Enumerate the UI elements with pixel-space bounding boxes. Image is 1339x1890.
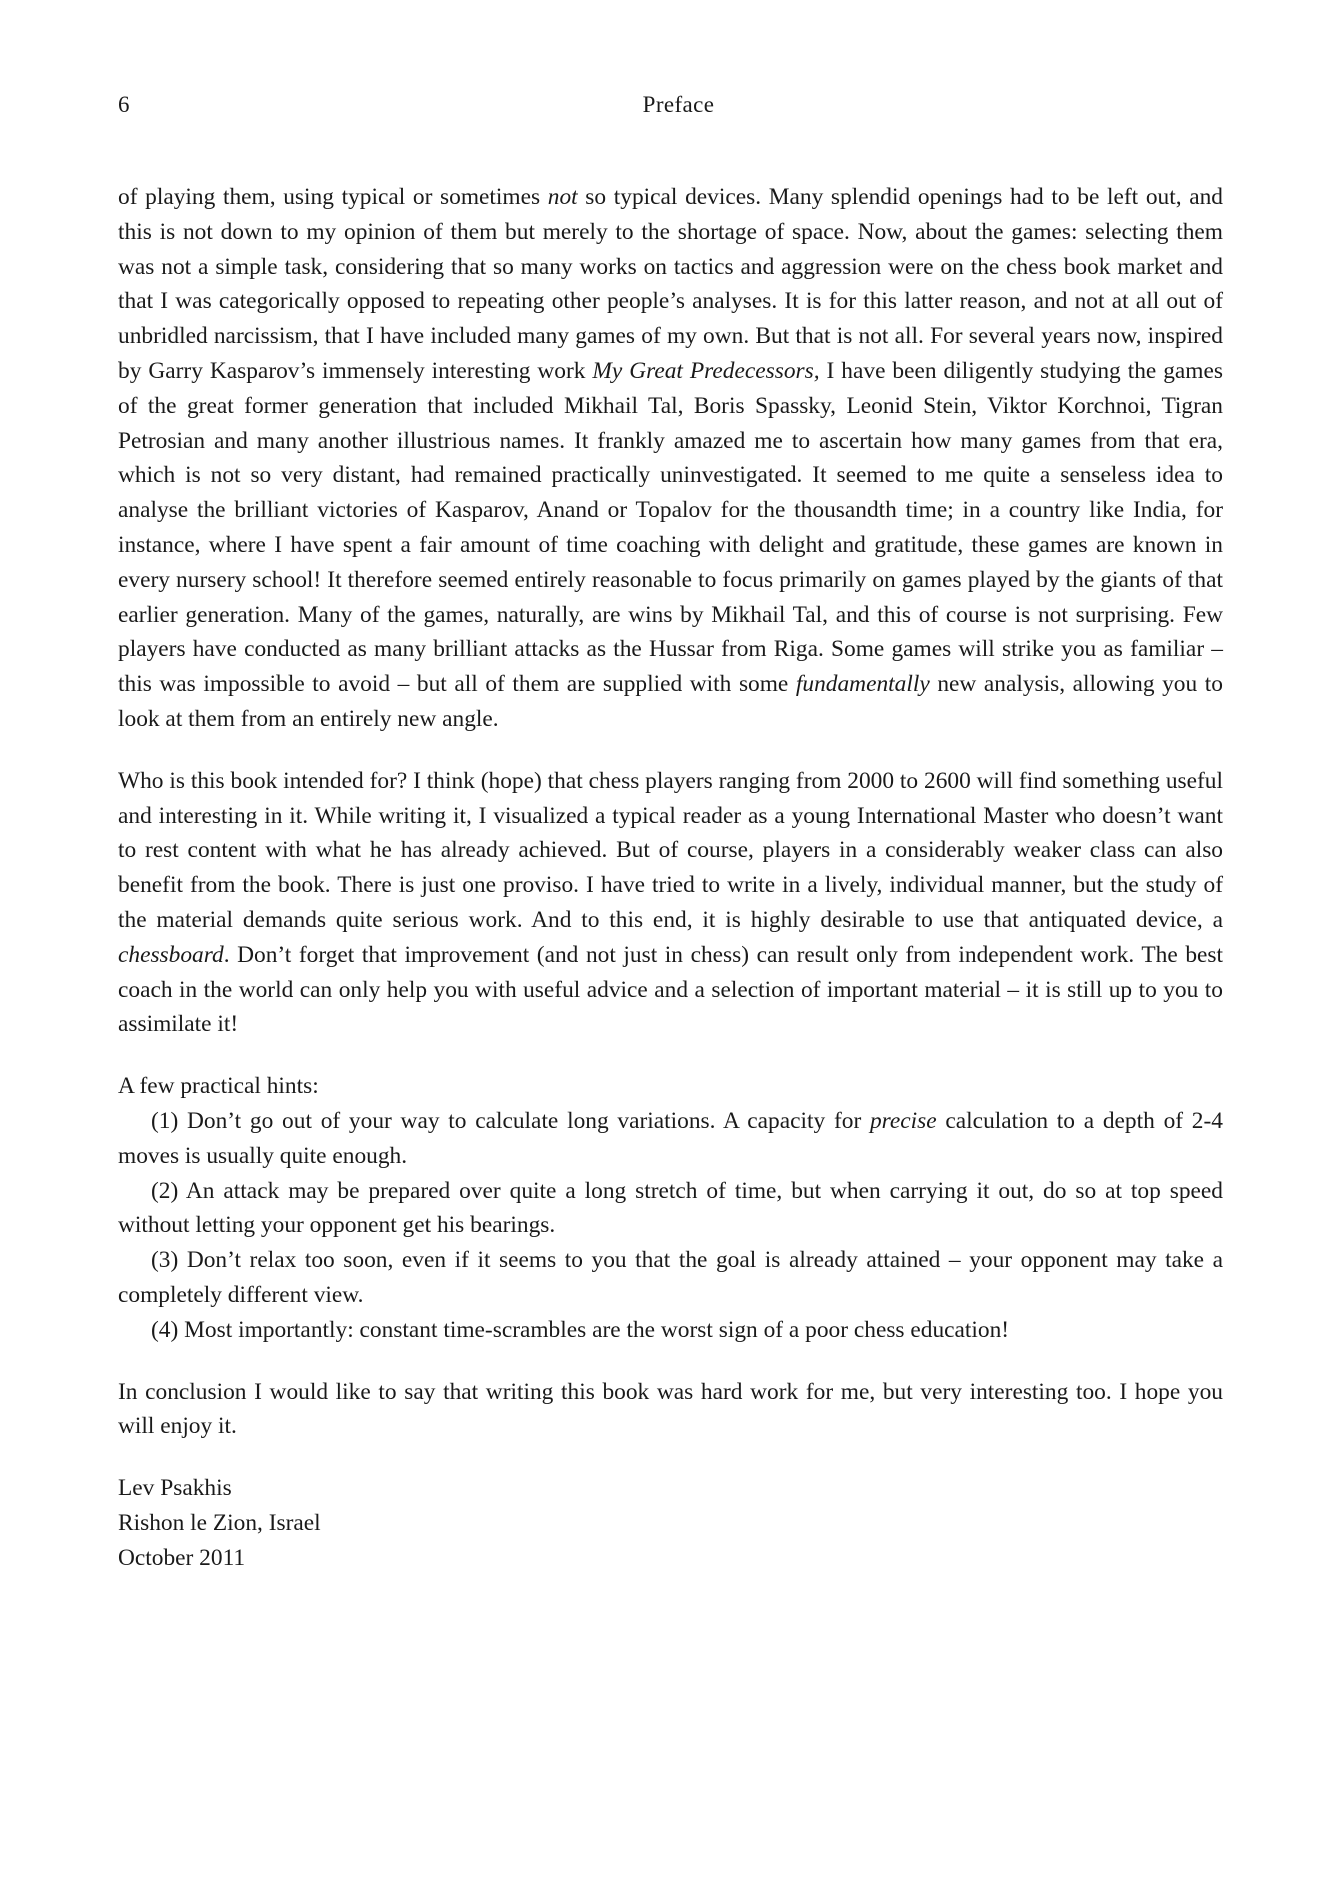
hint-item-4: (4) Most importantly: constant time-scrambles are the worst sign of a poor chess education!: [151, 1316, 1010, 1343]
hints-intro: A few practical hints:: [118, 1073, 319, 1100]
para1-segment-3: I have been diligently studying the games of the great former generation that included Mikhail Tal, Boris Spassky, Leonid Stein, Viktor Korchnoi, Tigran Petrosian and many another illustrious names. It frankly amazed me to ascertain how many games from that era, which is not so very distant, had remained practically uninvestigated. It seemed to me quite a senseless idea to analyse the brilliant victories of Kasparov, Anand or Topalov for the thousandth time; in a country like India, for instance, where I have spent a fair amount of time coaching with delight and gratitude, these games are known in every nursery school! It therefore seemed entirely reasonable to focus primarily on games played by the giants of that earlier generation. Many of the games, naturally, are wins by Mikhail Tal, and this of course is not surprising. Few players have conducted as many brilliant attacks as the Hussar from Riga. Some games will strike you as familiar – this was impossible to avoid – but all of them are supplied with some: [118, 357, 1223, 698]
hint-item-3: (3) Don’t relax too soon, even if it seems to you that the goal is already attained – your opponent may take a completely different view.: [118, 1247, 1223, 1308]
para1-segment-2: so typical devices. Many splendid openings had to be left out, and this is not down to my opinion of them but merely to the shortage of space. Now, about the games: selecting them was not a simple task, considering that so many works on tactics and aggression were on the chess book market and that I was categorically opposed to repeating other people’s analyses. It is for this latter reason, and not at all out of unbridled narcissism, that I have included many games of my own. But that is not all. For several years now, inspired by Garry Kasparov’s immensely interesting work: [118, 184, 1223, 384]
hint-item-1: [118, 1104, 1223, 1174]
hint-item-2: (2) An attack may be prepared over quite a long stretch of time, but when carrying it out, do so at top speed without letting your opponent get his bearings.: [118, 1177, 1223, 1239]
signature-name: Lev Psakhis: [118, 1475, 232, 1502]
paragraph-continuation: [118, 180, 1223, 737]
running-title: Preface: [642, 92, 715, 117]
page-body: [118, 180, 1223, 1575]
para2-segment-2: . Don’t forget that improvement (and not just in chess) can result only from independent work. The best coach in the world can only help you with useful advice and a selection of important material – it is still up to you to assimilate it!: [118, 941, 1223, 1038]
page-header: [118, 90, 1221, 120]
para1-emphasis-fundamentally: fundamentally: [795, 671, 930, 698]
para1-emphasis-title: My Great Predecessors,: [592, 357, 820, 384]
hint1-segment-2: calculation to a depth of 2-4 moves is usually quite enough.: [118, 1107, 1223, 1169]
page-number: 6: [118, 92, 130, 117]
para1-segment-4: new analysis, allowing you to look at them from an entirely new angle.: [118, 671, 1223, 732]
hint1-emphasis-precise: precise: [869, 1107, 937, 1134]
para1-segment-1: of playing them, using typical or sometimes: [118, 184, 548, 210]
paragraph-conclusion: In conclusion I would like to say that writing this book was hard work for me, but very interesting too. I hope you will enjoy it.: [118, 1378, 1223, 1440]
hint1-segment-1: (1) Don’t go out of your way to calculate long variations. A capacity for: [151, 1107, 870, 1134]
signature-block: [118, 1471, 1223, 1575]
paragraph-audience: [118, 764, 1223, 1042]
para1-emphasis-not: not: [547, 184, 578, 210]
signature-place: Rishon le Zion, Israel: [118, 1509, 321, 1536]
para2-emphasis-chessboard: chessboard: [118, 941, 224, 968]
signature-date: October 2011: [118, 1544, 246, 1571]
para2-segment-1: Who is this book intended for? I think (hope) that chess players ranging from 2000 to 2600 will find something useful and interesting in it. While writing it, I visualized a typical reader as a young International Master who doesn’t want to rest content with what he has already achieved. But of course, players in a considerably weaker class can also benefit from the book. There is just one proviso. I have tried to write in a lively, individual manner, but the study of the material demands quite serious work. And to this end, it is highly desirable to use that antiquated device, a: [118, 767, 1223, 933]
